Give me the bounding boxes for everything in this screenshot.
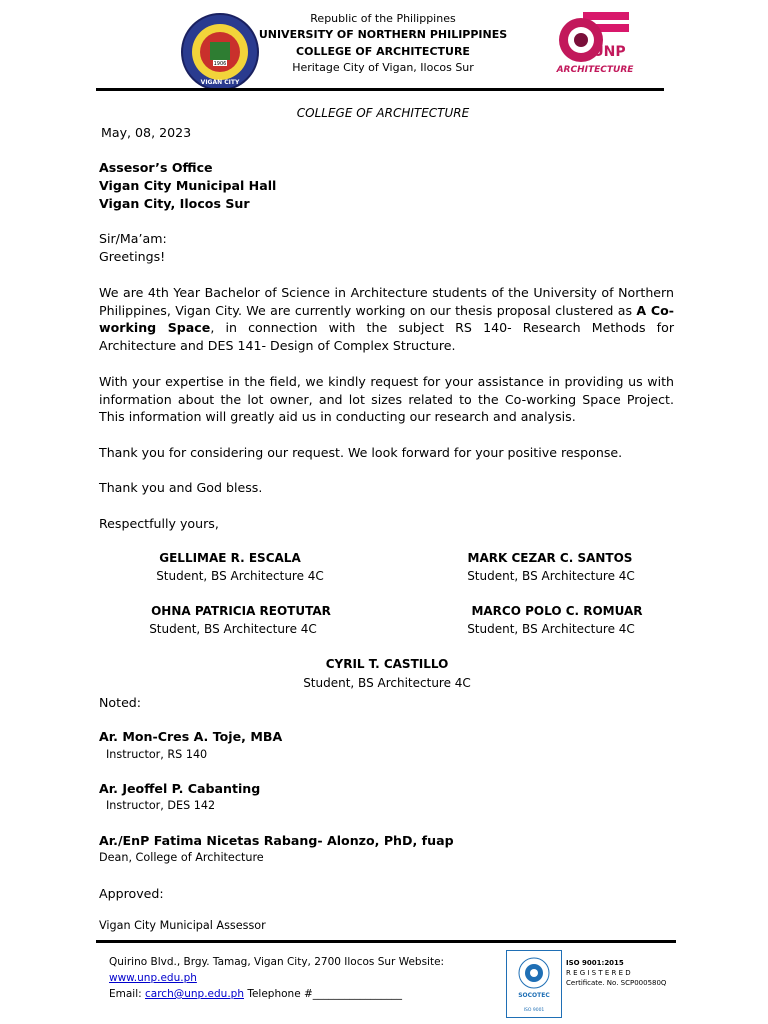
signatory-role: Student, BS Architecture 4C (156, 569, 324, 583)
university-seal (180, 12, 260, 92)
recipient-office: Assesor’s Office (99, 160, 213, 175)
signatory-name: CYRIL T. CASTILLO (325, 657, 449, 671)
email-label: Email: (109, 988, 146, 1000)
paragraph-3: Thank you for considering our request. We look forward for your positive response. (99, 445, 623, 460)
header-college: COLLEGE OF ARCHITECTURE (296, 45, 470, 58)
footer-contact (109, 954, 489, 1002)
svg-text:SOCOTEC: SOCOTEC (518, 992, 550, 999)
svg-text:ISO 9001: ISO 9001 (523, 1008, 545, 1013)
footer-divider (96, 940, 676, 943)
signatory-name: MARK CEZAR C. SANTOS (467, 551, 633, 565)
salutation: Sir/Ma’am: (99, 231, 167, 246)
svg-text:ARCHITECTURE: ARCHITECTURE (556, 65, 634, 75)
approved-label: Approved: (99, 886, 164, 901)
noted-label: Noted: (99, 695, 142, 710)
socotec-certification-logo (506, 950, 562, 1018)
paragraph-1-tail: , in connection with the subject RS 140- Research Methods for Architecture and DES 141- Design of Complex Structure. (99, 320, 675, 353)
letter-date: May, 08, 2023 (101, 125, 192, 140)
recipient-hall: Vigan City Municipal Hall (99, 178, 277, 193)
svg-text:VIGAN CITY: VIGAN CITY (200, 79, 240, 86)
noted-name: Ar. Mon-Cres A. Toje, MBA (99, 729, 283, 744)
telephone-field: Telephone #_________________ (244, 988, 403, 1000)
signatory-name: OHNA PATRICIA REOTUTAR (151, 604, 331, 618)
unp-architecture-logo (553, 10, 635, 78)
paragraph-2: With your expertise in the field, we kindly request for your assistance in providing us with information about the lot owner, and lot sizes related to the Co-working Space Project. This information will greatly aid us in conducting our research and analysis. (99, 374, 674, 425)
svg-text:1906: 1906 (213, 61, 227, 67)
paragraph-1 (99, 284, 674, 354)
noted-role: Instructor, DES 142 (106, 799, 216, 812)
paragraph-1-text: We are 4th Year Bachelor of Science in Architecture students of the University of Northern Philippines, Vigan City. We are currently working on our thesis proposal clustered as (99, 285, 674, 318)
signatory-name: GELLIMAE R. ESCALA (159, 551, 301, 565)
footer-email-line (109, 986, 489, 1002)
iso-title: ISO 9001:2015 (566, 959, 624, 967)
closing: Respectfully yours, (99, 516, 219, 531)
recipient-city: Vigan City, Ilocos Sur (99, 196, 250, 211)
greeting: Greetings! (99, 249, 166, 264)
signatory-role: Student, BS Architecture 4C (303, 676, 471, 690)
iso-registered: R E G I S T E R E D (566, 969, 631, 977)
footer-address: Quirino Blvd., Brgy. Tamag, Vigan City, 2700 Ilocos Sur Website: (109, 956, 445, 968)
email-link[interactable]: carch@unp.edu.ph (145, 988, 244, 1000)
approver-name: Vigan City Municipal Assessor (99, 919, 266, 932)
paragraph-4: Thank you and God bless. (99, 480, 263, 495)
noted-role: Dean, College of Architecture (99, 851, 264, 864)
college-title: COLLEGE OF ARCHITECTURE (296, 106, 470, 120)
noted-role: Instructor, RS 140 (106, 748, 208, 761)
website-link[interactable]: www.unp.edu.ph (109, 972, 197, 984)
iso-certificate: Certificate. No. SCP000580Q (566, 979, 667, 987)
header-divider (96, 88, 664, 91)
project-title: A Co-working Space (99, 302, 674, 336)
iso-certification (566, 958, 716, 988)
signatory-role: Student, BS Architecture 4C (467, 569, 635, 583)
noted-name: Ar./EnP Fatima Nicetas Rabang- Alonzo, PhD, fuap (99, 833, 454, 848)
signatory-role: Student, BS Architecture 4C (467, 622, 635, 636)
svg-text:UNP: UNP (592, 44, 626, 60)
noted-name: Ar. Jeoffel P. Cabanting (99, 781, 261, 796)
header-republic: Republic of the Philippines (310, 12, 456, 25)
signatory-role: Student, BS Architecture 4C (149, 622, 317, 636)
header-city: Heritage City of Vigan, Ilocos Sur (292, 61, 474, 74)
header-university: UNIVERSITY OF NORTHERN PHILIPPINES (258, 28, 508, 41)
signatory-name: MARCO POLO C. ROMUAR (471, 604, 643, 618)
